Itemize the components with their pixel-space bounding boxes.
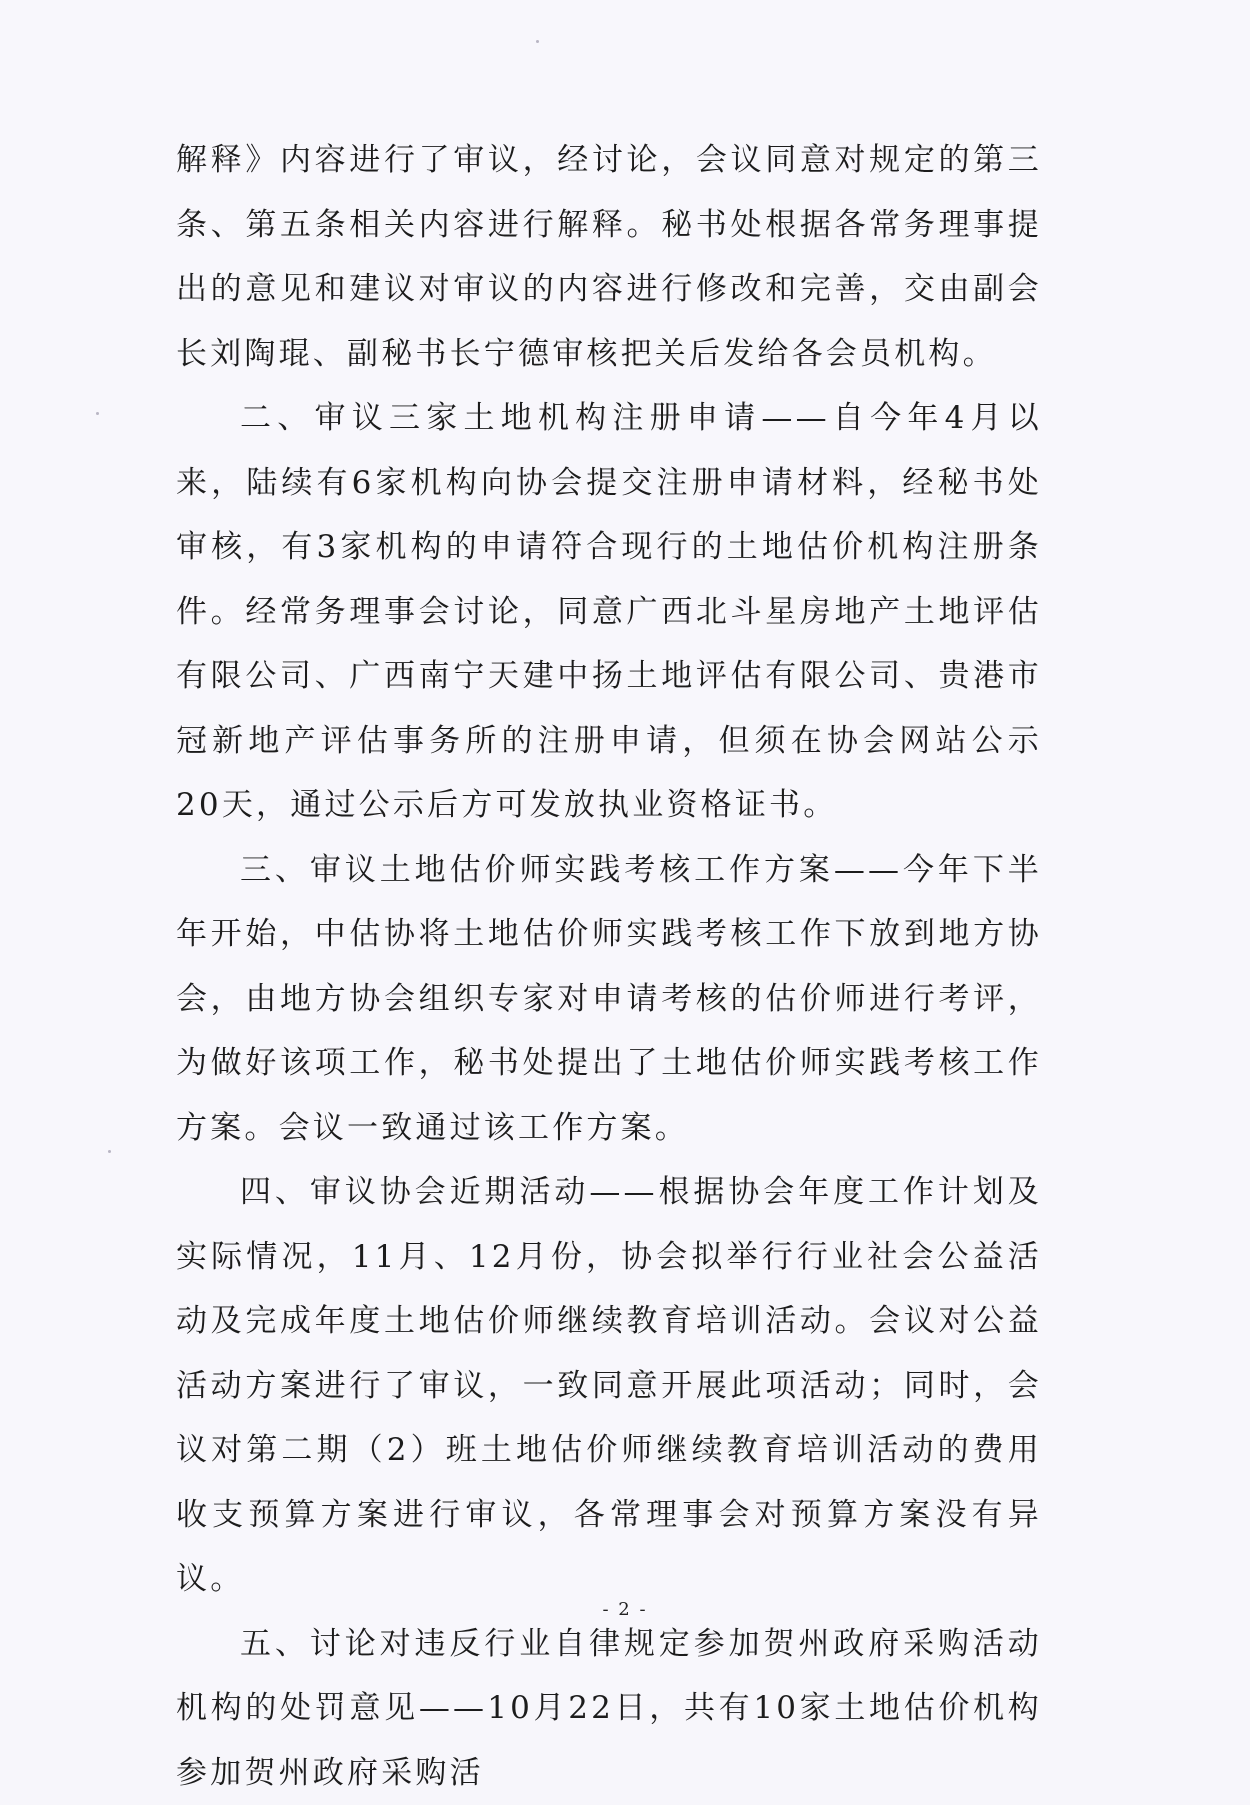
- scan-speck: [108, 1150, 111, 1153]
- page-number: - 2 -: [0, 1599, 1250, 1620]
- paragraph-item-4: 四、审议协会近期活动——根据协会年度工作计划及实际情况，11月、12月份，协会拟举行行业社会公益活动及完成年度土地估价师继续教育培训活动。会议对公益活动方案进行了审议，一致同意开展此项活动；同时，会议对第二期（2）班土地估价师继续教育培训活动的费用收支预算方案进行审议，各常理事会对预算方案没有异议。: [176, 1160, 1042, 1612]
- paragraph-item-5: 五、讨论对违反行业自律规定参加贺州政府采购活动机构的处罚意见——10月22日，共有10家土地估价机构参加贺州政府采购活: [176, 1612, 1042, 1805]
- scan-speck: [536, 40, 539, 43]
- document-body: [176, 128, 1042, 1805]
- scan-speck: [96, 412, 99, 415]
- paragraph-item-2: 二、审议三家土地机构注册申请——自今年4月以来，陆续有6家机构向协会提交注册申请材料，经秘书处审核，有3家机构的申请符合现行的土地估价机构注册条件。经常务理事会讨论，同意广西北斗星房地产土地评估有限公司、广西南宁天建中扬土地评估有限公司、贵港市冠新地产评估事务所的注册申请，但须在协会网站公示20天，通过公示后方可发放执业资格证书。: [176, 386, 1042, 838]
- paragraph-item-3: 三、审议土地估价师实践考核工作方案——今年下半年开始，中估协将土地估价师实践考核工作下放到地方协会，由地方协会组织专家对申请考核的估价师进行考评，为做好该项工作，秘书处提出了土地估价师实践考核工作方案。会议一致通过该工作方案。: [176, 838, 1042, 1161]
- paragraph-continuation: 解释》内容进行了审议，经讨论，会议同意对规定的第三条、第五条相关内容进行解释。秘书处根据各常务理事提出的意见和建议对审议的内容进行修改和完善，交由副会长刘陶琨、副秘书长宁德审核把关后发给各会员机构。: [176, 128, 1042, 386]
